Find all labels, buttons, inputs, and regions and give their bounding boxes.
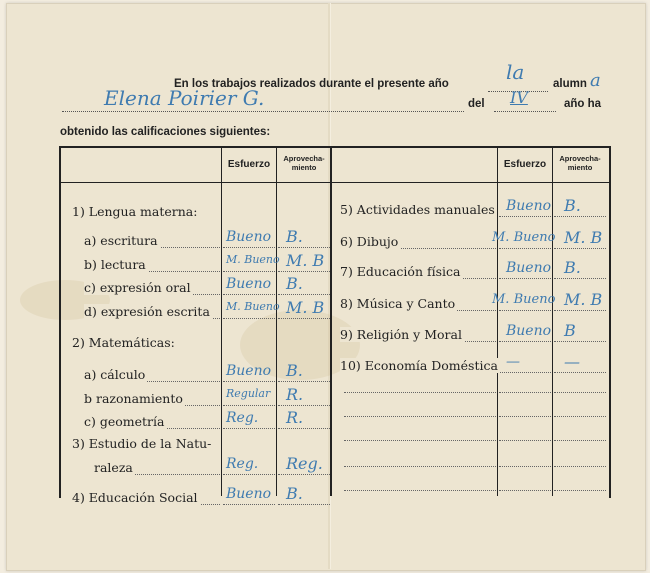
col-rule (330, 146, 332, 496)
col-rule (221, 146, 222, 496)
row-dots (499, 278, 551, 279)
achievement-grade: M. B (286, 298, 325, 317)
row-dots (344, 490, 496, 491)
effort-grade: M. Bueno (226, 253, 280, 266)
row-dots (499, 466, 551, 467)
achievement-grade: R. (286, 408, 304, 427)
row-dots (554, 466, 606, 467)
effort-grade: Bueno (506, 198, 552, 214)
row-dots (278, 247, 330, 248)
gender-label: alumn (553, 78, 587, 90)
effort-header-left: Esfuerzo (227, 159, 271, 170)
col-rule (497, 146, 498, 496)
effort-grade: Reg. (226, 456, 259, 472)
achievement-grade: B. (286, 484, 303, 503)
row-dots (554, 372, 606, 373)
row-dots (223, 271, 275, 272)
subject-label: 10) Economía Doméstica (340, 358, 498, 373)
row-dots (278, 405, 330, 406)
row-dots (344, 392, 496, 393)
subject-label: 9) Religión y Moral (340, 327, 462, 342)
effort-grade: Bueno (226, 363, 272, 379)
row-dots (499, 392, 551, 393)
row-dots (554, 278, 606, 279)
row-dots (554, 216, 606, 217)
table-header-rule (59, 182, 609, 183)
subject-label: 7) Educación física (340, 264, 461, 279)
col-rule (552, 146, 553, 496)
gender-suffix: a (590, 70, 601, 91)
achievement-grade: B (564, 321, 576, 340)
row-dots (499, 372, 551, 373)
achievement-grade: B. (286, 274, 303, 293)
row-dots (223, 474, 275, 475)
row-dots (554, 341, 606, 342)
row-dots (223, 381, 275, 382)
achievement-grade: M. B (564, 228, 603, 247)
achievement-header-right: Aprovecha- miento (559, 154, 601, 172)
row-dots (499, 341, 551, 342)
row-dots (554, 416, 606, 417)
effort-grade: Bueno (226, 276, 272, 292)
row-dots (499, 440, 551, 441)
achievement-grade: — (564, 352, 580, 371)
subject-label: b razonamiento (84, 391, 183, 406)
achievement-grade: Reg. (286, 454, 323, 473)
subject-label: 2) Matemáticas: (72, 335, 175, 350)
subject-label: d) expresión escrita (84, 304, 210, 319)
row-dots (499, 310, 551, 311)
subject-label: c) expresión oral (84, 280, 191, 295)
row-dots (344, 416, 496, 417)
subject-label: a) escritura (84, 233, 158, 248)
header-line1: En los trabajos realizados durante el presente año (174, 78, 449, 90)
row-dots (223, 247, 275, 248)
year-label: año ha (564, 98, 602, 110)
subject-label: 5) Actividades manuales (340, 202, 495, 217)
name-blank (62, 111, 464, 112)
row-dots (554, 490, 606, 491)
student-name: Elena Poirier G. (104, 86, 265, 110)
year-blank (494, 111, 556, 112)
row-dots (278, 294, 330, 295)
effort-grade: Bueno (226, 229, 272, 245)
del-label: del (468, 98, 485, 110)
row-dots (344, 466, 496, 467)
row-dots (223, 294, 275, 295)
effort-grade: Bueno (506, 323, 552, 339)
subject-label: a) cálculo (84, 367, 146, 382)
row-dots (554, 310, 606, 311)
achievement-header-left: Aprovecha- miento (283, 154, 325, 172)
effort-grade: Regular (226, 387, 271, 400)
row-dots (344, 440, 496, 441)
achievement-grade: M. B (564, 290, 603, 309)
row-dots (278, 474, 330, 475)
row-dots (223, 428, 275, 429)
row-dots (223, 318, 275, 319)
subject-label: 4) Educación Social (72, 490, 198, 505)
row-dots (278, 271, 330, 272)
achievement-grade: B. (564, 258, 581, 277)
row-dots (223, 504, 275, 505)
row-dots (499, 490, 551, 491)
row-dots (278, 504, 330, 505)
row-dots (499, 216, 551, 217)
row-dots (499, 248, 551, 249)
achievement-grade: B. (564, 196, 581, 215)
grade-year: IV (510, 88, 528, 107)
effort-grade: Bueno (226, 486, 272, 502)
achievement-grade: B. (286, 227, 303, 246)
achievement-grade: R. (286, 385, 304, 404)
row-dots (554, 248, 606, 249)
row-dots (554, 392, 606, 393)
effort-grade: M. Bueno (492, 230, 556, 245)
row-dots (278, 318, 330, 319)
row-dots (278, 381, 330, 382)
subject-label: raleza (94, 460, 133, 475)
row-dots (499, 416, 551, 417)
header-line3: obtenido las calificaciones siguientes: (60, 126, 271, 138)
effort-grade: — (506, 354, 520, 370)
effort-grade: M. Bueno (492, 292, 556, 307)
row-dots (554, 440, 606, 441)
effort-grade: Reg. (226, 410, 259, 426)
article-handwritten: la (506, 60, 525, 84)
effort-grade: M. Bueno (226, 300, 280, 313)
subject-label: c) geometría (84, 414, 165, 429)
effort-header-right: Esfuerzo (503, 159, 547, 170)
achievement-grade: B. (286, 361, 303, 380)
achievement-grade: M. B (286, 251, 325, 270)
effort-grade: Bueno (506, 260, 552, 276)
subject-label: 6) Dibujo (340, 234, 399, 249)
row-dots (278, 428, 330, 429)
subject-label: 1) Lengua materna: (72, 204, 198, 219)
col-rule (276, 146, 277, 496)
row-dots (223, 405, 275, 406)
subject-label: b) lectura (84, 257, 146, 272)
subject-label: 3) Estudio de la Natu- (72, 436, 212, 451)
subject-label: 8) Música y Canto (340, 296, 456, 311)
